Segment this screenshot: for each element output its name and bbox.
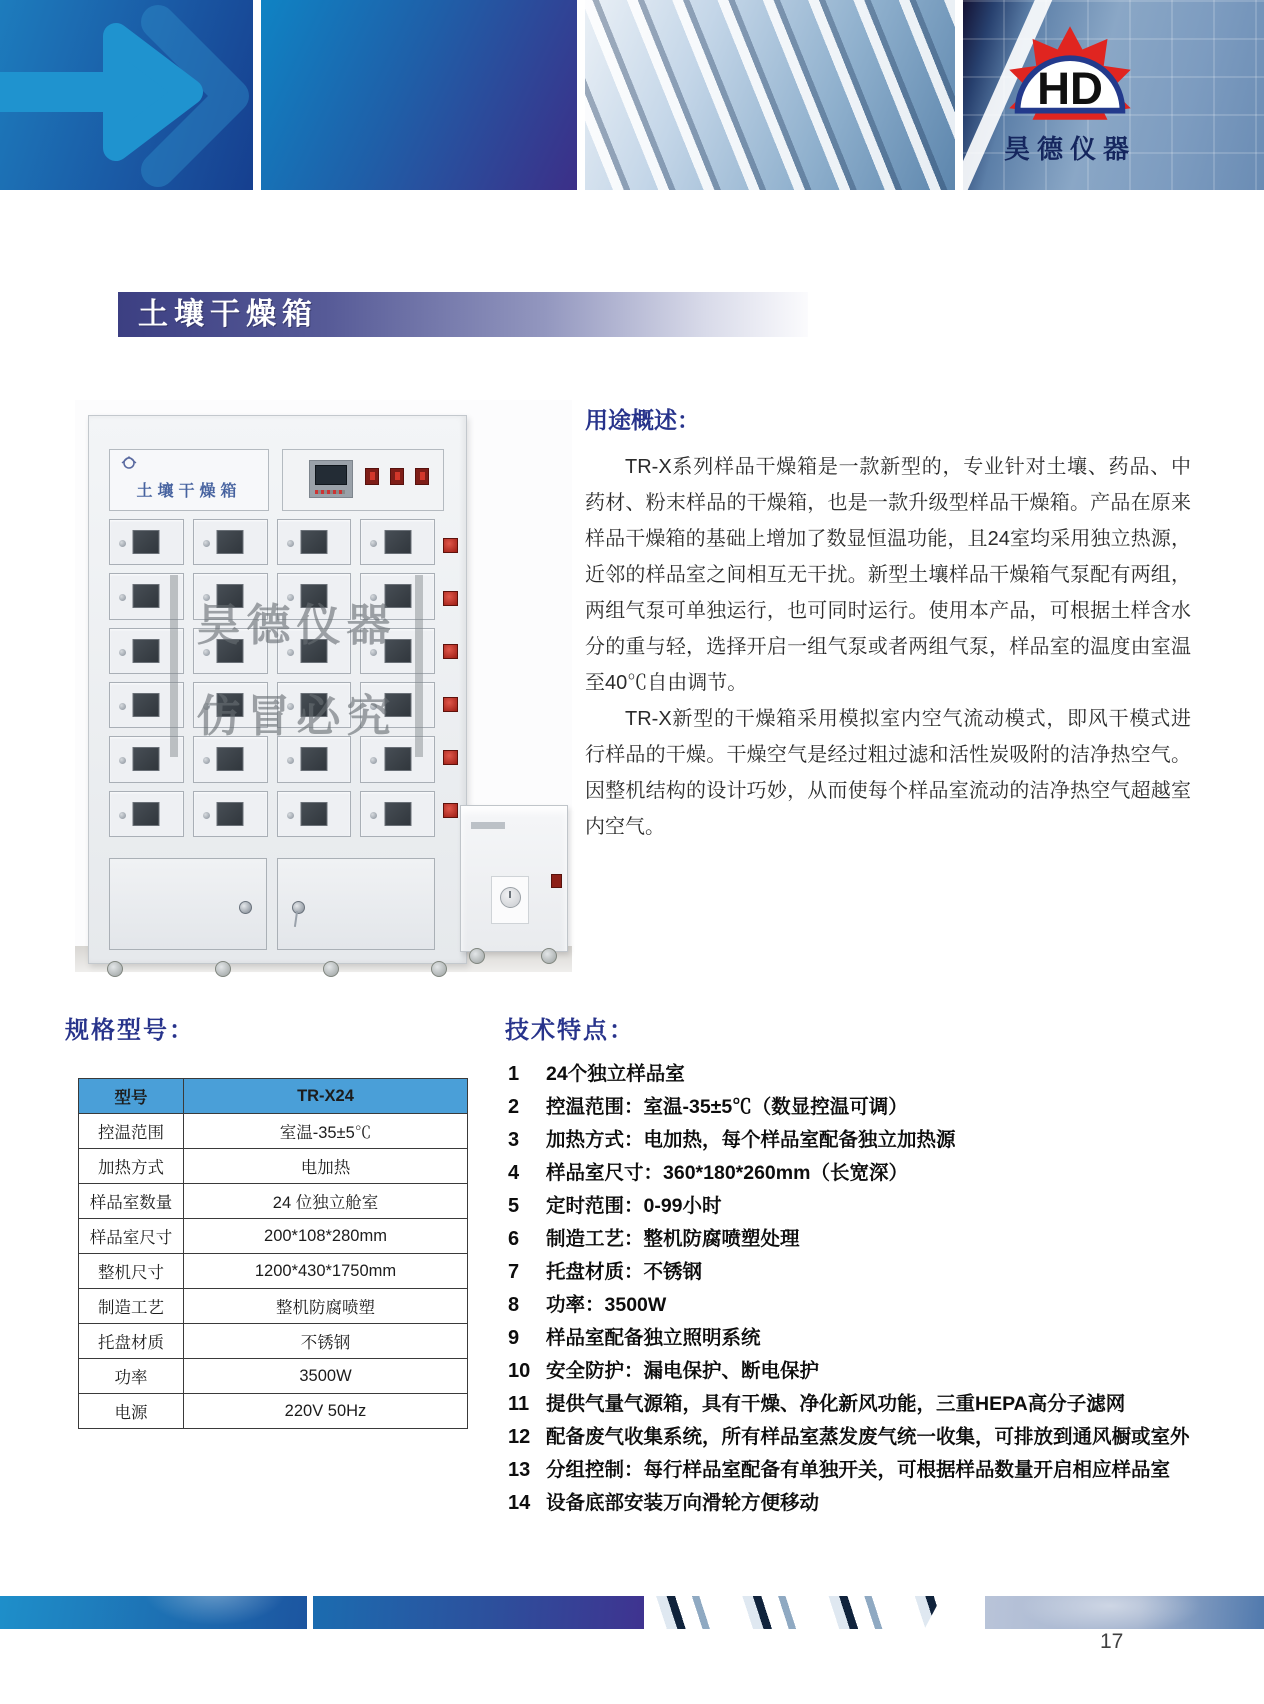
feature-text: 设备底部安装万向滑轮方便移动 (546, 1492, 820, 1514)
feature-number: 14 (508, 1492, 531, 1514)
cabinet-casters (107, 961, 447, 977)
compartment-door (360, 519, 435, 565)
drawer-lock (239, 901, 252, 914)
feature-text: 控温范围：室温-35±5℃（数显控温可调） (546, 1096, 908, 1118)
compartment-door (193, 519, 268, 565)
feature-number: 3 (508, 1129, 520, 1151)
spec-value: 200*108*280mm (184, 1219, 468, 1254)
feature-number: 12 (508, 1426, 531, 1448)
spec-value: 1200*430*1750mm (184, 1254, 468, 1289)
overview-heading: 用途概述： (585, 407, 700, 433)
pump-casters (469, 948, 557, 964)
drawer-key (294, 911, 298, 927)
door-lock (119, 703, 126, 710)
spec-label: 型号 (79, 1079, 184, 1114)
feature-number: 13 (508, 1459, 531, 1481)
feature-number: 6 (508, 1228, 520, 1250)
arrow-icon (0, 0, 253, 190)
air-pump-unit (460, 805, 568, 952)
spec-table-header-row (79, 1079, 468, 1114)
table-row (79, 1359, 468, 1394)
control-panel (282, 449, 444, 511)
cabinet-nameplate (109, 449, 269, 511)
door-window (384, 530, 411, 554)
table-row (79, 1149, 468, 1184)
spec-label: 制造工艺 (79, 1289, 184, 1324)
table-row (79, 1324, 468, 1359)
features-list (508, 1062, 1214, 1524)
feature-text: 分组控制：每行样品室配备有单独开关，可根据样品数量开启相应样品室 (546, 1459, 1171, 1481)
feature-text: 加热方式：电加热，每个样品室配备独立加热源 (546, 1129, 956, 1151)
list-item (508, 1359, 1214, 1383)
overview-section (585, 402, 1191, 845)
spec-label: 控温范围 (79, 1114, 184, 1149)
table-row (79, 1184, 468, 1219)
feature-text: 安全防护：漏电保护、断电保护 (546, 1360, 820, 1382)
footer-strip-blue (0, 1596, 307, 1629)
rocker-switch (365, 468, 379, 485)
list-item (508, 1491, 1214, 1515)
spec-value: 整机防腐喷塑 (184, 1289, 468, 1324)
pump-switch (551, 874, 562, 888)
spec-value: 室温-35±5℃ (184, 1114, 468, 1149)
caster-wheel (541, 948, 557, 964)
feature-number: 11 (508, 1393, 530, 1415)
feature-number: 9 (508, 1327, 520, 1349)
product-photo (75, 400, 572, 972)
caster-wheel (323, 961, 339, 977)
door-window (217, 530, 244, 554)
compartment-door (360, 791, 435, 837)
door-window (300, 802, 327, 826)
section-title-bar (118, 292, 808, 337)
spec-value: 不锈钢 (184, 1324, 468, 1359)
footer-strip-building (650, 1596, 942, 1629)
spec-value: 电加热 (184, 1149, 468, 1184)
controller-screen (315, 465, 347, 485)
door-lock (370, 540, 377, 547)
table-row (79, 1289, 468, 1324)
door-window (217, 802, 244, 826)
spec-value: 3500W (184, 1359, 468, 1394)
feature-number: 8 (508, 1294, 520, 1316)
spec-table (78, 1078, 468, 1429)
door-window (133, 530, 160, 554)
table-row (79, 1254, 468, 1289)
caster-wheel (107, 961, 123, 977)
spec-label: 整机尺寸 (79, 1254, 184, 1289)
door-lock (287, 540, 294, 547)
compartment-door (277, 519, 352, 565)
overview-paragraph-1: TR-X系列样品干燥箱是一款新型的，专业针对土壤、药品、中药材、粉末样品的干燥箱，也是一款升级型样品干燥箱。产品在原来样品干燥箱的基础上增加了数显恒温功能，且24室均采用独立热源，近邻的样品室之间相互无干扰。新型土壤样品干燥箱气泵配有两组，两组气泵可单独运行，也可同时运行。使用本产品，可根据土样含水分的重与轻，选择开启一组气泵或者两组气泵，样品室的温度由室温至40℃自由调节。 (585, 456, 1191, 694)
compartment-door (109, 791, 184, 837)
controller-leds (315, 490, 345, 494)
pump-knob (500, 887, 521, 908)
watermark (170, 575, 423, 757)
spec-label: 功率 (79, 1359, 184, 1394)
brand-block (975, 24, 1165, 166)
feature-text: 制造工艺：整机防腐喷塑处理 (546, 1228, 800, 1250)
specs-heading: 规格型号： (65, 1017, 195, 1044)
table-row (79, 1219, 468, 1254)
drawer-right (277, 858, 435, 950)
list-item (508, 1062, 1214, 1086)
feature-text: 配备废气收集系统，所有样品室蒸发废气统一收集，可排放到通风橱或室外 (546, 1426, 1190, 1448)
spec-label: 托盘材质 (79, 1324, 184, 1359)
hd-logo-icon (995, 24, 1145, 122)
feature-number: 7 (508, 1261, 520, 1283)
pump-label (471, 822, 505, 829)
door-lock (203, 812, 210, 819)
list-item (508, 1194, 1214, 1218)
feature-number: 10 (508, 1360, 531, 1382)
row-lights (443, 519, 458, 837)
feature-text: 托盘材质：不锈钢 (546, 1261, 703, 1283)
footer-strip-light (985, 1596, 1264, 1629)
overview-paragraph-2: TR-X新型的干燥箱采用模拟室内空气流动模式，即风干模式进行样品的干燥。干燥空气是经过粗过滤和活性炭吸附的洁净热空气。因整机结构的设计巧妙，从而使每个样品室流动的洁净热空气超越室内空气。 (585, 708, 1191, 838)
list-item (508, 1227, 1214, 1251)
feature-number: 5 (508, 1195, 520, 1217)
feature-number: 2 (508, 1096, 520, 1118)
caster-wheel (431, 961, 447, 977)
door-window (384, 802, 411, 826)
feature-text: 提供气量气源箱，具有干燥、净化新风功能，三重HEPA高分子滤网 (546, 1393, 1126, 1415)
table-row (79, 1394, 468, 1429)
spec-value: 220V 50Hz (184, 1394, 468, 1429)
row-indicator-light (443, 644, 458, 659)
list-item (508, 1425, 1214, 1449)
door-window (133, 639, 160, 663)
features-heading: 技术特点： (505, 1017, 635, 1044)
feature-number: 1 (508, 1063, 520, 1085)
hd-logo-text: HD (1037, 62, 1103, 114)
feature-number: 4 (508, 1162, 520, 1184)
spec-value: TR-X24 (184, 1079, 468, 1114)
spec-value: 24 位独立舱室 (184, 1184, 468, 1219)
spec-label: 电源 (79, 1394, 184, 1429)
brand-name: 昊德仪器 (1003, 134, 1136, 164)
header-panel-gradient (261, 0, 577, 190)
feature-text: 样品室配备独立照明系统 (546, 1327, 761, 1349)
door-lock (119, 757, 126, 764)
door-lock (203, 757, 210, 764)
compartment-door (109, 519, 184, 565)
door-window (133, 693, 160, 717)
door-window (133, 802, 160, 826)
row-indicator-light (443, 591, 458, 606)
row-indicator-light (443, 538, 458, 553)
door-lock (287, 757, 294, 764)
list-item (508, 1326, 1214, 1350)
door-window (133, 747, 160, 771)
spec-label: 样品室数量 (79, 1184, 184, 1219)
drawer-lock (292, 901, 305, 914)
door-lock (119, 649, 126, 656)
door-lock (370, 812, 377, 819)
caster-wheel (215, 961, 231, 977)
door-lock (119, 812, 126, 819)
list-item (508, 1161, 1214, 1185)
list-item (508, 1392, 1214, 1416)
watermark-line2: 仿冒必究 (196, 691, 397, 741)
header-panel-brand (963, 0, 1264, 190)
compartment-door (277, 791, 352, 837)
footer-strip-purple (313, 1596, 644, 1629)
page-number: 17 (1100, 1630, 1124, 1653)
rocker-switch (390, 468, 404, 485)
rocker-switch (415, 468, 429, 485)
header-panel-arrow (0, 0, 253, 190)
door-lock (370, 757, 377, 764)
feature-text: 24个独立样品室 (546, 1063, 685, 1085)
header-panel-building-photo (585, 0, 955, 190)
feature-text: 样品室尺寸：360*180*260mm（长宽深） (546, 1162, 908, 1184)
nameplate-text: 土壤干燥箱 (136, 483, 242, 500)
feature-text: 功率：3500W (546, 1294, 667, 1316)
row-indicator-light (443, 697, 458, 712)
row-indicator-light (443, 803, 458, 818)
spec-label: 加热方式 (79, 1149, 184, 1184)
list-item (508, 1293, 1214, 1317)
caster-wheel (469, 948, 485, 964)
list-item (508, 1458, 1214, 1482)
spec-label: 样品室尺寸 (79, 1219, 184, 1254)
page-title: 土壤干燥箱 (138, 298, 318, 331)
nameplate-logo-icon (120, 456, 138, 472)
list-item (508, 1128, 1214, 1152)
list-item (508, 1260, 1214, 1284)
compartment-door (193, 791, 268, 837)
temperature-controller (309, 460, 353, 498)
door-lock (203, 540, 210, 547)
list-item (508, 1095, 1214, 1119)
door-lock (119, 540, 126, 547)
pump-knob-plate (491, 876, 529, 924)
door-lock (287, 812, 294, 819)
feature-text: 定时范围：0-99小时 (546, 1195, 722, 1217)
door-window (300, 530, 327, 554)
table-row (79, 1114, 468, 1149)
row-indicator-light (443, 750, 458, 765)
bottom-drawers (109, 858, 435, 950)
door-lock (119, 594, 126, 601)
door-window (133, 584, 160, 608)
drawer-left (109, 858, 267, 950)
watermark-line1: 昊德仪器 (196, 600, 397, 650)
